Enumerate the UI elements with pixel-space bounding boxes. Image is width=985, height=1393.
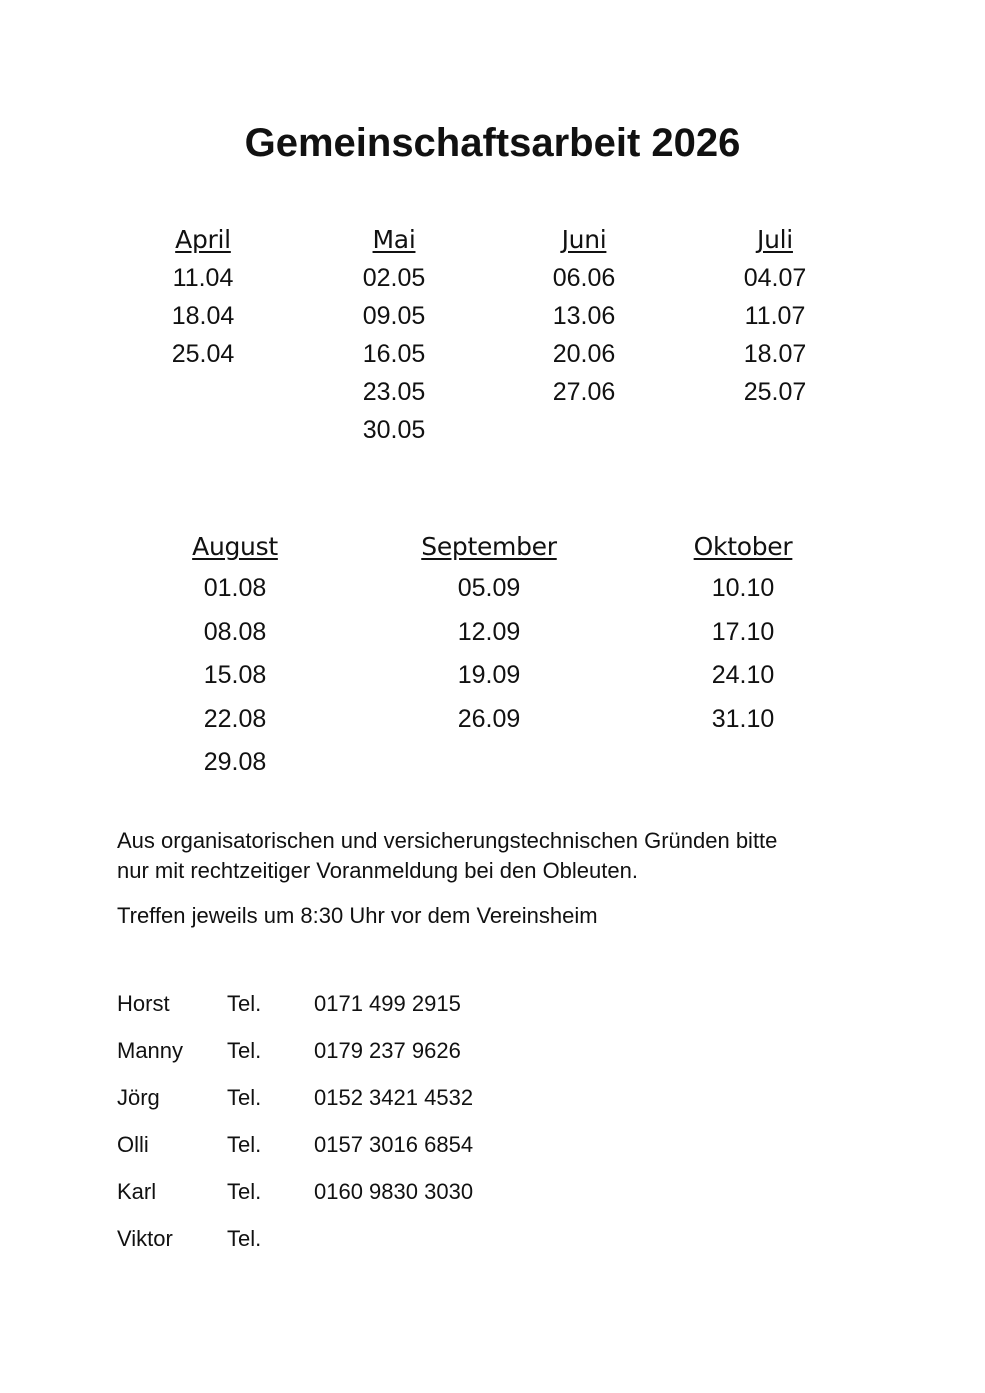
tel-label: Tel. bbox=[227, 1038, 262, 1063]
date-entry: 23.05 bbox=[362, 378, 426, 406]
date-entry: 09.05 bbox=[362, 302, 426, 330]
page-title: Gemeinschaftsarbeit 2026 bbox=[244, 121, 741, 165]
contact-name: Jörg bbox=[117, 1085, 160, 1110]
date-entry: 18.07 bbox=[743, 340, 807, 368]
date-entry: 18.04 bbox=[171, 302, 235, 330]
contact-row bbox=[117, 1079, 617, 1126]
contact-row bbox=[117, 1173, 617, 1220]
contact-name: Manny bbox=[117, 1038, 184, 1063]
date-entry: 27.06 bbox=[552, 378, 616, 406]
tel-label: Tel. bbox=[227, 1226, 262, 1251]
contact-name: Karl bbox=[117, 1179, 157, 1204]
month-heading: August bbox=[192, 532, 278, 561]
phone-number: 0152 3421 4532 bbox=[314, 1085, 474, 1110]
date-entry: 26.09 bbox=[457, 704, 521, 733]
month-heading: Juli bbox=[757, 225, 793, 254]
month-column-april bbox=[103, 221, 303, 373]
date-entry: 04.07 bbox=[743, 264, 807, 292]
month-column-august bbox=[135, 527, 335, 785]
contact-row bbox=[117, 1126, 617, 1173]
phone-number: 0160 9830 3030 bbox=[314, 1179, 474, 1204]
month-heading: April bbox=[175, 225, 231, 254]
tel-label: Tel. bbox=[227, 991, 262, 1016]
date-entry: 19.09 bbox=[457, 661, 521, 689]
date-entry: 16.05 bbox=[362, 340, 426, 368]
date-entry: 06.06 bbox=[552, 264, 616, 292]
date-entry: 08.08 bbox=[203, 617, 267, 646]
month-column-oktober bbox=[643, 527, 843, 741]
contact-row bbox=[117, 1220, 617, 1267]
phone-number: 0157 3016 6854 bbox=[314, 1132, 474, 1157]
tel-label: Tel. bbox=[227, 1179, 262, 1204]
contact-list bbox=[117, 985, 617, 1267]
date-entry: 20.06 bbox=[552, 340, 616, 368]
month-column-juli bbox=[675, 221, 875, 411]
date-entry: 10.10 bbox=[711, 574, 775, 602]
date-entry: 12.09 bbox=[457, 617, 521, 646]
phone-number: 0179 237 9626 bbox=[314, 1038, 461, 1063]
date-entry: 25.07 bbox=[743, 378, 807, 406]
month-column-mai bbox=[294, 221, 494, 449]
date-entry: 25.04 bbox=[171, 340, 235, 368]
date-entry: 05.09 bbox=[457, 574, 521, 602]
date-entry: 29.08 bbox=[203, 748, 267, 776]
contact-name: Horst bbox=[117, 991, 170, 1016]
date-entry: 13.06 bbox=[552, 302, 616, 330]
date-entry: 02.05 bbox=[362, 264, 426, 292]
date-entry: 31.10 bbox=[711, 704, 775, 733]
date-entry: 24.10 bbox=[711, 661, 775, 689]
month-heading: Oktober bbox=[693, 532, 793, 561]
notice-line-1: Aus organisatorischen und versicherungstechnischen Gründen bitte bbox=[117, 828, 778, 853]
month-column-juni bbox=[484, 221, 684, 411]
contact-row bbox=[117, 1032, 617, 1079]
notice-line-2: nur mit rechtzeitiger Voranmeldung bei den Obleuten. bbox=[117, 858, 638, 883]
meeting-info: Treffen jeweils um 8:30 Uhr vor dem Vereinsheim bbox=[117, 903, 598, 928]
contact-row bbox=[117, 985, 617, 1032]
date-entry: 17.10 bbox=[711, 617, 775, 646]
tel-label: Tel. bbox=[227, 1132, 262, 1157]
month-heading: Juni bbox=[561, 225, 607, 254]
phone-number: 0171 499 2915 bbox=[314, 991, 461, 1016]
contact-name: Olli bbox=[117, 1132, 149, 1157]
contact-name: Viktor bbox=[117, 1226, 173, 1251]
date-entry: 01.08 bbox=[203, 574, 267, 602]
tel-label: Tel. bbox=[227, 1085, 262, 1110]
date-entry: 11.04 bbox=[172, 264, 234, 292]
date-entry: 15.08 bbox=[203, 661, 267, 689]
date-entry: 11.07 bbox=[744, 302, 806, 330]
month-heading: September bbox=[421, 532, 557, 561]
month-heading: Mai bbox=[372, 225, 416, 254]
date-entry: 22.08 bbox=[203, 704, 267, 733]
month-column-september bbox=[389, 527, 589, 741]
date-entry: 30.05 bbox=[362, 416, 426, 444]
